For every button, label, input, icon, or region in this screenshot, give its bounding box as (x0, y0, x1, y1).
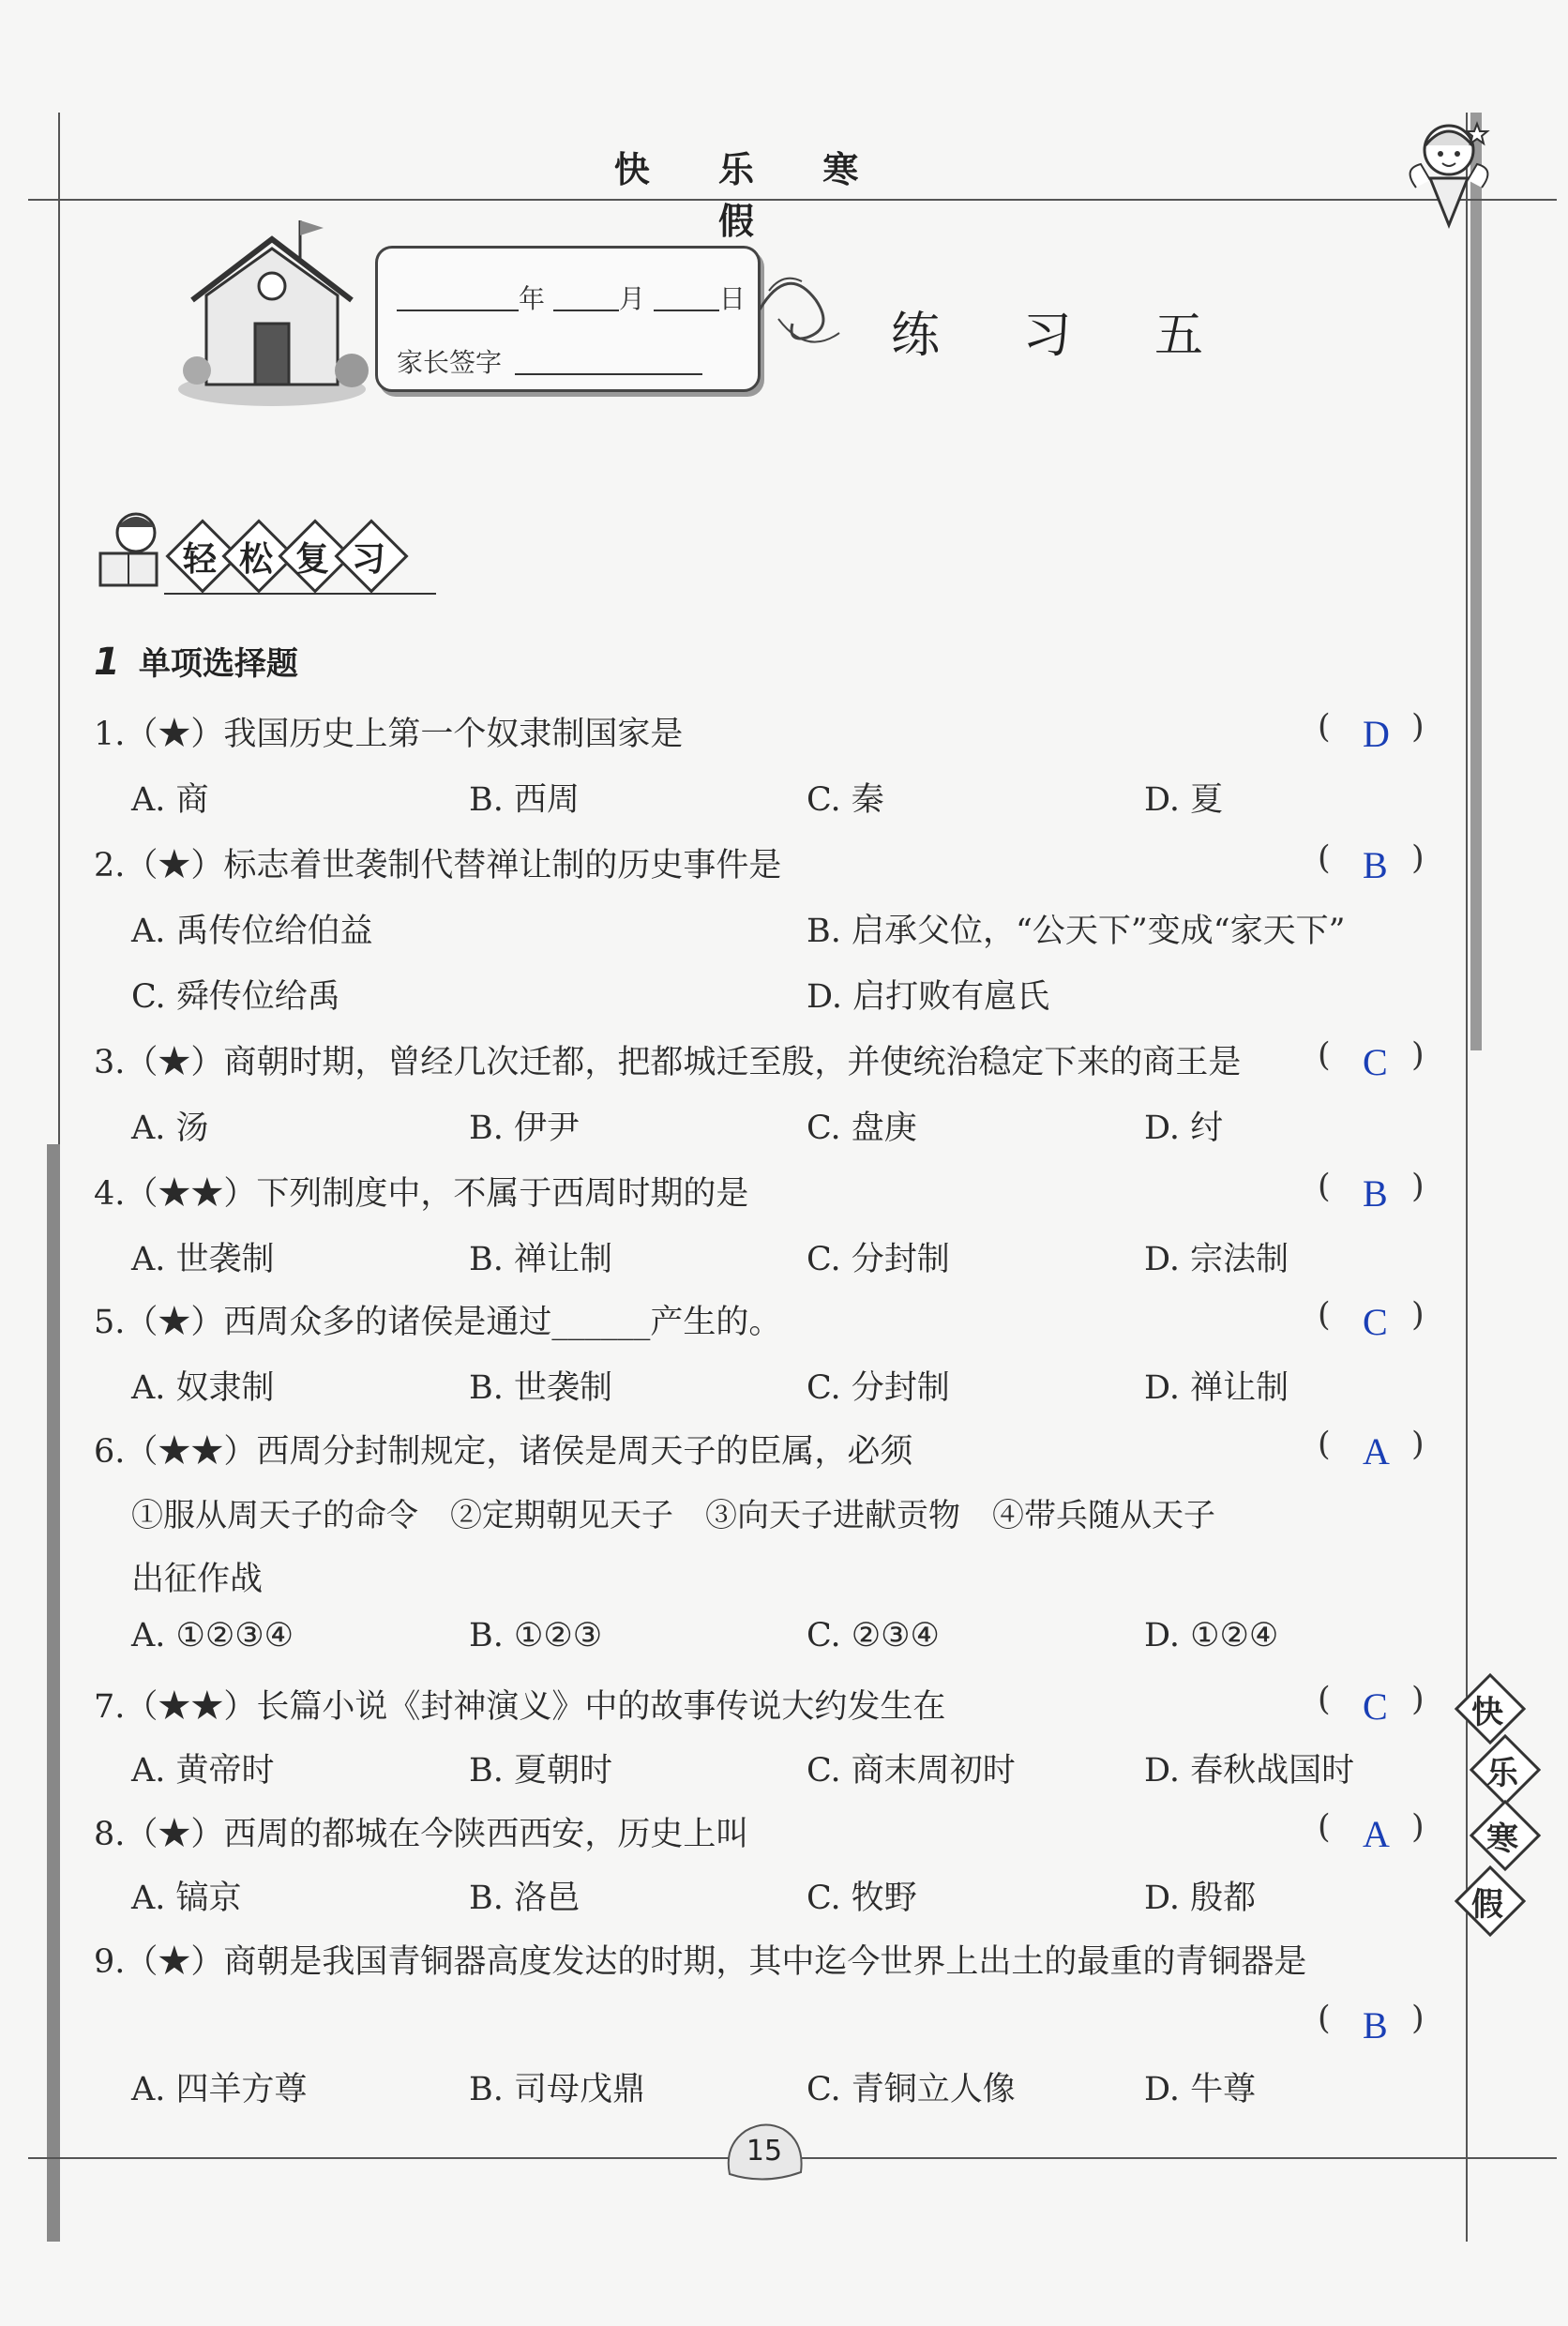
question-5-answer: C (1363, 1301, 1388, 1343)
question-3-option-d: D. 纣 (1144, 1110, 1224, 1147)
question-4-option-a: A. 世袭制 (131, 1241, 275, 1278)
paren-left: ( (1318, 708, 1331, 746)
question-6-stem: 6.（★★）西周分封制规定，诸侯是周天子的臣属，必须 (94, 1433, 913, 1471)
paren-left: ( (1318, 1426, 1331, 1463)
question-7-answer-slot[interactable] (1318, 1681, 1430, 1728)
question-2-option-a: A. 禹传位给伯益 (131, 913, 373, 950)
question-8-answer-slot[interactable] (1318, 1808, 1430, 1855)
paren-right: ) (1411, 1036, 1425, 1074)
question-3-option-b: B. 伊尹 (469, 1110, 580, 1147)
question-3-option-a: A. 汤 (131, 1110, 209, 1147)
year-label: 年 (519, 283, 546, 314)
question-type-number: 1 (94, 641, 120, 684)
side-char-4: 假 (1471, 1886, 1503, 1924)
side-char-1: 快 (1471, 1694, 1503, 1731)
parent-signature-label: 家长签字 (397, 347, 503, 378)
badge-char-1: 轻 (182, 540, 217, 579)
question-8-option-b: B. 洛邑 (469, 1880, 580, 1917)
frame-left-inner-line (47, 1144, 60, 2242)
paren-right: ) (1411, 708, 1425, 746)
question-4-option-c: C. 分封制 (807, 1241, 950, 1278)
question-1-option-b: B. 西周 (469, 781, 580, 819)
question-2-stem: 2.（★）标志着世袭制代替禅让制的历史事件是 (94, 847, 782, 884)
paren-right: ) (1411, 2000, 1425, 2037)
question-4-answer: B (1363, 1172, 1388, 1215)
swirl-ornament-icon (750, 253, 853, 366)
question-1-option-c: C. 秦 (807, 781, 884, 819)
question-3-option-c: C. 盘庚 (807, 1110, 917, 1147)
frame-right-inner-line (1470, 113, 1482, 1050)
month-label: 月 (618, 283, 645, 314)
question-4-stem: 4.（★★）下列制度中，不属于西周时期的是 (94, 1175, 749, 1213)
question-2-option-d: D. 启打败有扈氏 (807, 978, 1050, 1016)
question-9-option-a: A. 四羊方尊 (131, 2071, 308, 2108)
paren-right: ) (1411, 1296, 1425, 1334)
day-label: 日 (718, 283, 746, 314)
question-9-option-b: B. 司母戊鼎 (469, 2071, 645, 2108)
question-1-option-a: A. 商 (131, 781, 209, 819)
question-type-heading (94, 638, 298, 684)
question-7-stem: 7.（★★）长篇小说《封神演义》中的故事传说大约发生在 (94, 1688, 946, 1726)
question-3-answer-slot[interactable] (1318, 1036, 1430, 1083)
question-5-option-b: B. 世袭制 (469, 1369, 612, 1407)
question-4-option-d: D. 宗法制 (1144, 1241, 1289, 1278)
day-field[interactable] (654, 287, 719, 311)
question-5-stem: 5.（★）西周众多的诸侯是通过______产生的。 (94, 1304, 782, 1341)
badge-char-3: 复 (294, 540, 329, 579)
side-char-2: 乐 (1486, 1755, 1518, 1792)
question-9-answer-slot[interactable] (1318, 2000, 1430, 2047)
paren-right: ) (1411, 1681, 1425, 1718)
exercise-title: 练 习 五 (891, 308, 1238, 364)
paren-left: ( (1318, 2000, 1331, 2037)
badge-char-4: 习 (351, 540, 385, 579)
badge-char-2: 松 (238, 540, 273, 579)
question-6-items-line-2: 出征作战 (131, 1561, 264, 1598)
paren-left: ( (1318, 1681, 1331, 1718)
question-1-answer-slot[interactable] (1318, 708, 1430, 755)
question-7-option-b: B. 夏朝时 (469, 1752, 612, 1790)
question-8-stem: 8.（★）西周的都城在今陕西西安，历史上叫 (94, 1816, 749, 1853)
question-7-option-c: C. 商末周初时 (807, 1752, 1016, 1790)
question-7-option-d: D. 春秋战国时 (1144, 1752, 1355, 1790)
paren-left: ( (1318, 1036, 1331, 1074)
question-6-option-a: A. ①②③④ (131, 1617, 294, 1654)
question-7-option-a: A. 黄帝时 (131, 1752, 275, 1790)
question-1-option-d: D. 夏 (1144, 781, 1224, 819)
side-char-3: 寒 (1486, 1820, 1518, 1858)
paren-right: ) (1411, 839, 1425, 877)
date-signature-box (375, 246, 761, 392)
fairy-mascot-icon (1397, 113, 1500, 234)
question-5-option-a: A. 奴隶制 (131, 1369, 275, 1407)
paren-left: ( (1318, 1168, 1331, 1205)
question-5-option-d: D. 禅让制 (1144, 1369, 1289, 1407)
question-type-label: 单项选择题 (138, 645, 298, 683)
question-9-stem: 9.（★）商朝是我国青铜器高度发达的时期，其中迄今世界上出土的最重的青铜器是 (94, 1943, 1307, 1981)
date-row (397, 279, 746, 316)
question-6-answer: A (1363, 1430, 1390, 1473)
question-8-option-a: A. 镐京 (131, 1880, 242, 1917)
question-4-option-b: B. 禅让制 (469, 1241, 612, 1278)
question-9-option-d: D. 牛尊 (1144, 2071, 1257, 2108)
reading-boy-icon (89, 506, 173, 591)
header-title: 快 乐 寒 假 (613, 149, 887, 242)
question-2-answer: B (1363, 844, 1388, 886)
question-2-option-c: C. 舜传位给禹 (131, 978, 340, 1016)
question-1-answer: D (1363, 713, 1390, 755)
month-field[interactable] (553, 287, 619, 311)
question-6-answer-slot[interactable] (1318, 1426, 1430, 1473)
paren-left: ( (1318, 1808, 1331, 1846)
paren-left: ( (1318, 839, 1331, 877)
question-1-stem: 1.（★）我国历史上第一个奴隶制国家是 (94, 716, 684, 753)
question-8-option-d: D. 殷都 (1144, 1880, 1257, 1917)
paren-left: ( (1318, 1296, 1331, 1334)
question-6-items-line-1: ①服从周天子的命令 ②定期朝见天子 ③向天子进献贡物 ④带兵随从天子 (131, 1497, 1215, 1534)
signature-row (397, 342, 702, 380)
question-2-answer-slot[interactable] (1318, 839, 1430, 886)
question-6-option-c: C. ②③④ (807, 1617, 940, 1654)
question-6-option-d: D. ①②④ (1144, 1617, 1279, 1654)
question-5-option-c: C. 分封制 (807, 1369, 950, 1407)
question-9-answer: B (1363, 2004, 1388, 2047)
paren-right: ) (1411, 1168, 1425, 1205)
question-4-answer-slot[interactable] (1318, 1168, 1430, 1215)
parent-signature-field[interactable] (515, 351, 702, 375)
question-6-option-b: B. ①②③ (469, 1617, 603, 1654)
question-3-stem: 3.（★）商朝时期，曾经几次迁都，把都城迁至殷，并使统治稳定下来的商王是 (94, 1044, 1242, 1081)
paren-right: ) (1411, 1808, 1425, 1846)
section-badge (89, 506, 445, 600)
school-house-icon (169, 211, 375, 408)
question-5-answer-slot[interactable] (1318, 1296, 1430, 1343)
question-8-option-c: C. 牧野 (807, 1880, 917, 1917)
badge-underline (164, 593, 436, 595)
year-field[interactable] (397, 287, 519, 311)
question-7-answer: C (1363, 1685, 1388, 1728)
question-8-answer: A (1363, 1813, 1390, 1855)
question-2-option-b: B. 启承父位，“公天下”变成“家天下” (807, 913, 1346, 950)
side-tabs (1444, 1679, 1557, 1951)
question-3-answer: C (1363, 1041, 1388, 1083)
question-9-option-c: C. 青铜立人像 (807, 2071, 1016, 2108)
page-number: 15 (746, 2135, 783, 2167)
paren-right: ) (1411, 1426, 1425, 1463)
